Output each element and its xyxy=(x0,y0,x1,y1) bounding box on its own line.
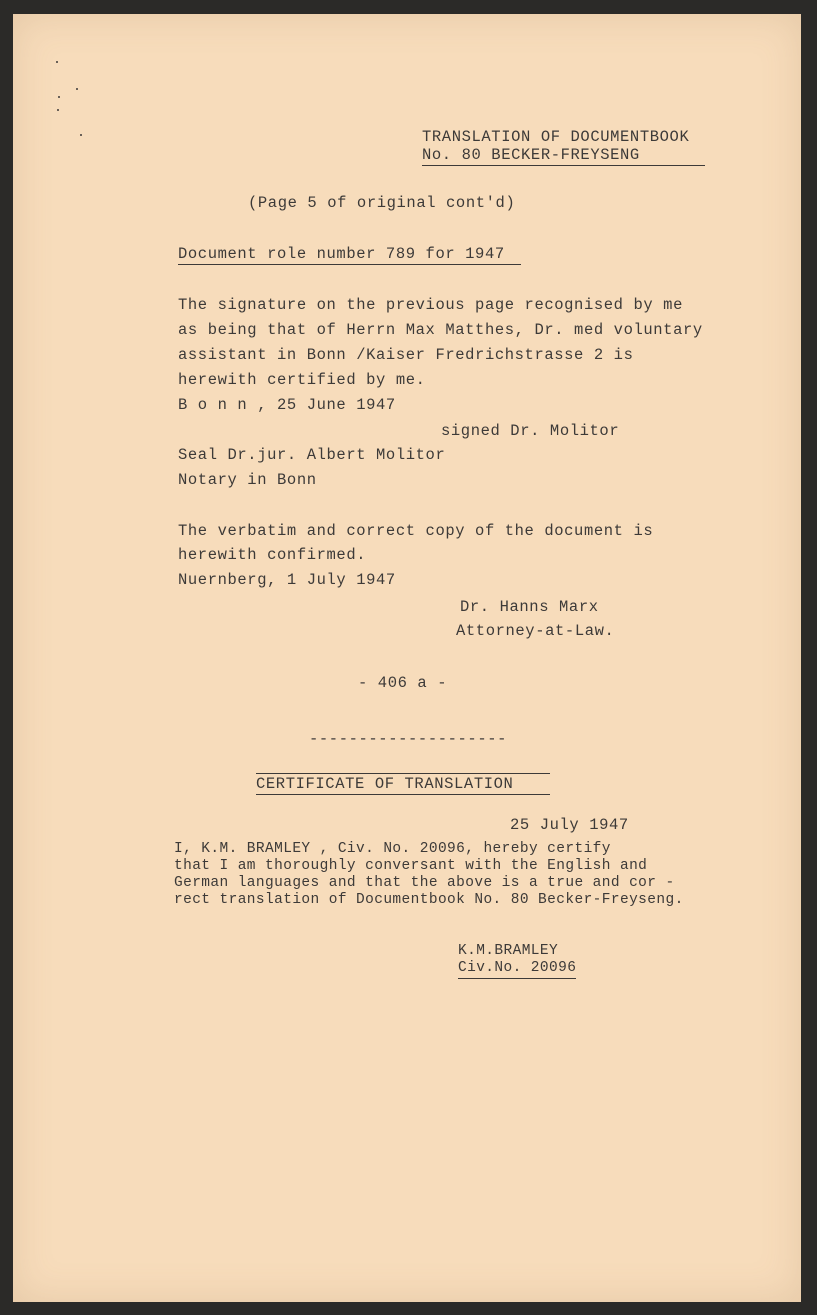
certificate-line-1: I, K.M. BRAMLEY , Civ. No. 20096, hereby certify xyxy=(174,841,611,857)
confirmation-signer-title: Attorney-at-Law. xyxy=(456,622,615,640)
body-line-1: The signature on the previous page recognised by me xyxy=(178,296,683,314)
document-page xyxy=(13,14,801,1302)
confirmation-signer-name: Dr. Hanns Marx xyxy=(460,598,599,616)
ink-speck xyxy=(57,109,59,111)
certificate-line-3: German languages and that the above is a true and cor - xyxy=(174,875,675,891)
certificate-signer-name: K.M.BRAMLEY xyxy=(458,943,559,959)
body-line-4: herewith certified by me. xyxy=(178,371,426,389)
body-line-2: as being that of Herrn Max Matthes, Dr. med voluntary xyxy=(178,321,703,339)
header-title-line1: TRANSLATION OF DOCUMENTBOOK xyxy=(422,128,690,146)
confirmation-line-2: herewith confirmed. xyxy=(178,546,367,564)
certificate-date: 25 July 1947 xyxy=(510,816,629,834)
confirmation-line-1: The verbatim and correct copy of the document is xyxy=(178,522,654,540)
body-notary: Notary in Bonn xyxy=(178,471,317,489)
certificate-heading: CERTIFICATE OF TRANSLATION xyxy=(256,773,550,795)
confirmation-place-date: Nuernberg, 1 July 1947 xyxy=(178,571,396,589)
certificate-line-2: that I am thoroughly conversant with the English and xyxy=(174,858,648,874)
continuation-note: (Page 5 of original cont'd) xyxy=(248,194,516,212)
ink-speck xyxy=(80,134,82,136)
page-number: - 406 a - xyxy=(358,674,448,692)
body-place-date: B o n n , 25 June 1947 xyxy=(178,396,396,414)
certificate-signer-civ: Civ.No. 20096 xyxy=(458,959,576,979)
header-title-line2: No. 80 BECKER-FREYSENG xyxy=(422,146,705,166)
body-signed: signed Dr. Molitor xyxy=(441,422,620,440)
ink-speck xyxy=(58,96,60,98)
body-line-3: assistant in Bonn /Kaiser Fredrichstrasse 2 is xyxy=(178,346,634,364)
ink-speck xyxy=(76,88,78,90)
certificate-line-4: rect translation of Documentbook No. 80 Becker-Freyseng. xyxy=(174,892,684,908)
body-seal: Seal Dr.jur. Albert Molitor xyxy=(178,446,446,464)
ink-speck xyxy=(56,61,58,63)
separator-dashes: -------------------- xyxy=(309,730,508,748)
document-role-heading: Document role number 789 for 1947 xyxy=(178,245,521,265)
